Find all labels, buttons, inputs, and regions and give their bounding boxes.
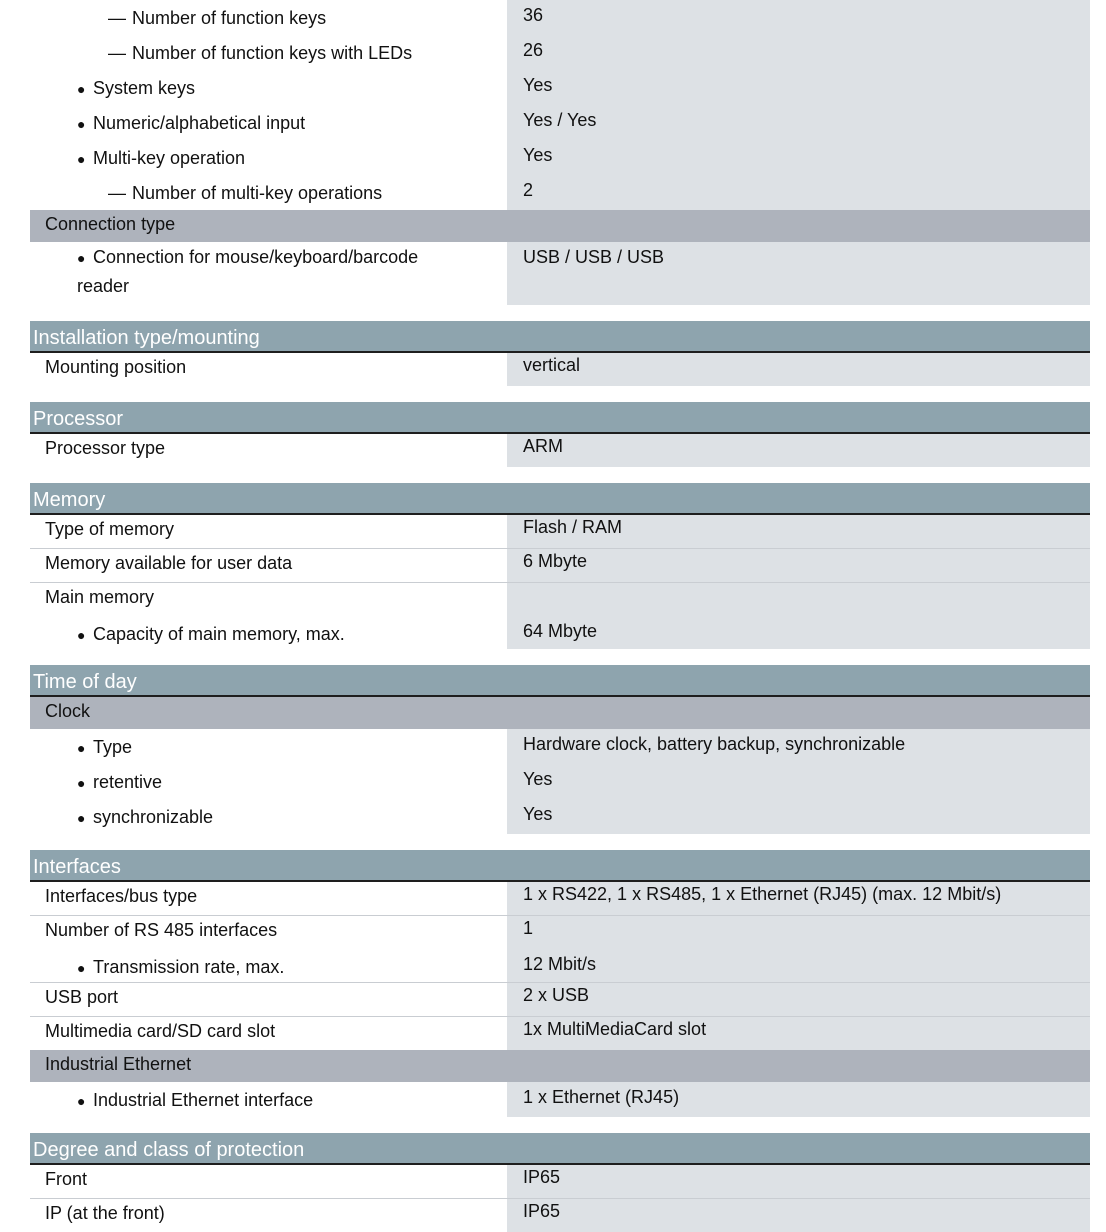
spec-value: 2 x USB bbox=[507, 983, 1090, 1016]
spec-label: — Number of function keys with LEDs bbox=[108, 43, 413, 63]
spec-label: Processor type bbox=[45, 438, 166, 458]
spec-label: Number of RS 485 interfaces bbox=[45, 920, 278, 940]
datasheet-table bbox=[30, 0, 1090, 1232]
spec-label: Main memory bbox=[45, 587, 155, 607]
spec-label: USB port bbox=[45, 987, 119, 1007]
spec-label: ● Type bbox=[77, 737, 133, 757]
spec-row bbox=[30, 882, 1090, 915]
spec-value: ARM bbox=[507, 434, 1090, 467]
section-header: Time of day bbox=[30, 663, 1090, 697]
spec-row bbox=[30, 515, 1090, 548]
subsection-header: Clock bbox=[30, 697, 1090, 729]
spec-value: Yes bbox=[507, 70, 1090, 105]
spec-label: ● synchronizable bbox=[77, 807, 214, 827]
spec-row bbox=[30, 434, 1090, 467]
spec-row bbox=[30, 175, 1090, 210]
spec-row bbox=[30, 915, 1090, 949]
spec-label: ● System keys bbox=[77, 78, 196, 98]
keyboard-rows bbox=[30, 0, 1090, 210]
spec-value: 1 bbox=[507, 916, 1090, 949]
spec-value: 26 bbox=[507, 35, 1090, 70]
spec-value: 2 bbox=[507, 175, 1090, 210]
spec-label: ● Numeric/alphabetical input bbox=[77, 113, 306, 133]
subsection-header: Industrial Ethernet bbox=[30, 1050, 1090, 1082]
spec-row bbox=[30, 1165, 1090, 1198]
spec-row bbox=[30, 799, 1090, 834]
spec-row bbox=[30, 70, 1090, 105]
spec-value: 1 x Ethernet (RJ45) bbox=[507, 1082, 1090, 1117]
subsection-header: Connection type bbox=[30, 210, 1090, 242]
spec-value: Yes bbox=[507, 799, 1090, 834]
spec-value: IP65 bbox=[507, 1165, 1090, 1198]
section-header: Processor bbox=[30, 400, 1090, 434]
spec-row bbox=[30, 729, 1090, 764]
bullet-icon: ● bbox=[77, 1093, 86, 1109]
spec-value: 36 bbox=[507, 0, 1090, 35]
spec-row bbox=[30, 1198, 1090, 1232]
spec-value: USB / USB / USB bbox=[507, 242, 1090, 305]
spec-label: Front bbox=[45, 1169, 88, 1189]
spec-value bbox=[507, 583, 1090, 616]
spec-row bbox=[30, 0, 1090, 35]
spec-row bbox=[30, 949, 1090, 982]
bullet-icon: ● bbox=[77, 151, 86, 167]
spec-label: Interfaces/bus type bbox=[45, 886, 198, 906]
spec-label: Memory available for user data bbox=[45, 553, 293, 573]
spec-row bbox=[30, 764, 1090, 799]
bullet-icon: ● bbox=[77, 81, 86, 97]
spec-label: ● retentive bbox=[77, 772, 163, 792]
bullet-icon: ● bbox=[77, 740, 86, 756]
spec-label: Mounting position bbox=[45, 357, 187, 377]
spec-label: ● Industrial Ethernet interface bbox=[77, 1090, 314, 1110]
section-header: Interfaces bbox=[30, 848, 1090, 882]
spec-row bbox=[30, 1016, 1090, 1050]
bullet-icon: ● bbox=[77, 960, 86, 976]
section-header: Memory bbox=[30, 481, 1090, 515]
spec-label: Multimedia card/SD card slot bbox=[45, 1021, 276, 1041]
spec-row bbox=[30, 982, 1090, 1016]
section-header: Degree and class of protection bbox=[30, 1131, 1090, 1165]
spec-value: 6 Mbyte bbox=[507, 549, 1090, 582]
spec-label: — Number of function keys bbox=[108, 8, 327, 28]
spec-value: 12 Mbit/s bbox=[507, 949, 1090, 982]
spec-row bbox=[30, 242, 1090, 305]
spec-value: Yes / Yes bbox=[507, 105, 1090, 140]
spec-value: IP65 bbox=[507, 1199, 1090, 1232]
spec-value: Flash / RAM bbox=[507, 515, 1090, 548]
spec-label: ● Capacity of main memory, max. bbox=[77, 624, 345, 644]
spec-label: — Number of multi-key operations bbox=[108, 183, 383, 203]
spec-label: ● Multi-key operation bbox=[77, 148, 246, 168]
spec-value: Yes bbox=[507, 764, 1090, 799]
spec-value: Yes bbox=[507, 140, 1090, 175]
bullet-icon: ● bbox=[77, 116, 86, 132]
spec-label: ● Transmission rate, max. bbox=[77, 957, 285, 977]
bullet-icon: ● bbox=[77, 810, 86, 826]
spec-row bbox=[30, 582, 1090, 616]
spec-value: vertical bbox=[507, 353, 1090, 386]
bullet-icon: ● bbox=[77, 775, 86, 791]
spec-value: Hardware clock, battery backup, synchronizable bbox=[507, 729, 1090, 764]
spec-row bbox=[30, 548, 1090, 582]
spec-label: Type of memory bbox=[45, 519, 175, 539]
spec-label: ● Connection for mouse/keyboard/barcode reader bbox=[30, 242, 507, 305]
spec-row bbox=[30, 1082, 1090, 1117]
spec-row bbox=[30, 353, 1090, 386]
spec-row bbox=[30, 616, 1090, 649]
bullet-icon: ● bbox=[77, 627, 86, 643]
bullet-icon: ● bbox=[77, 250, 86, 266]
spec-value: 64 Mbyte bbox=[507, 616, 1090, 649]
spec-row bbox=[30, 105, 1090, 140]
spec-value: 1 x RS422, 1 x RS485, 1 x Ethernet (RJ45) (max. 12 Mbit/s) bbox=[507, 882, 1090, 915]
spec-label: IP (at the front) bbox=[45, 1203, 165, 1223]
spec-value: 1x MultiMediaCard slot bbox=[507, 1017, 1090, 1050]
spec-row bbox=[30, 140, 1090, 175]
section-header: Installation type/mounting bbox=[30, 319, 1090, 353]
spec-row bbox=[30, 35, 1090, 70]
